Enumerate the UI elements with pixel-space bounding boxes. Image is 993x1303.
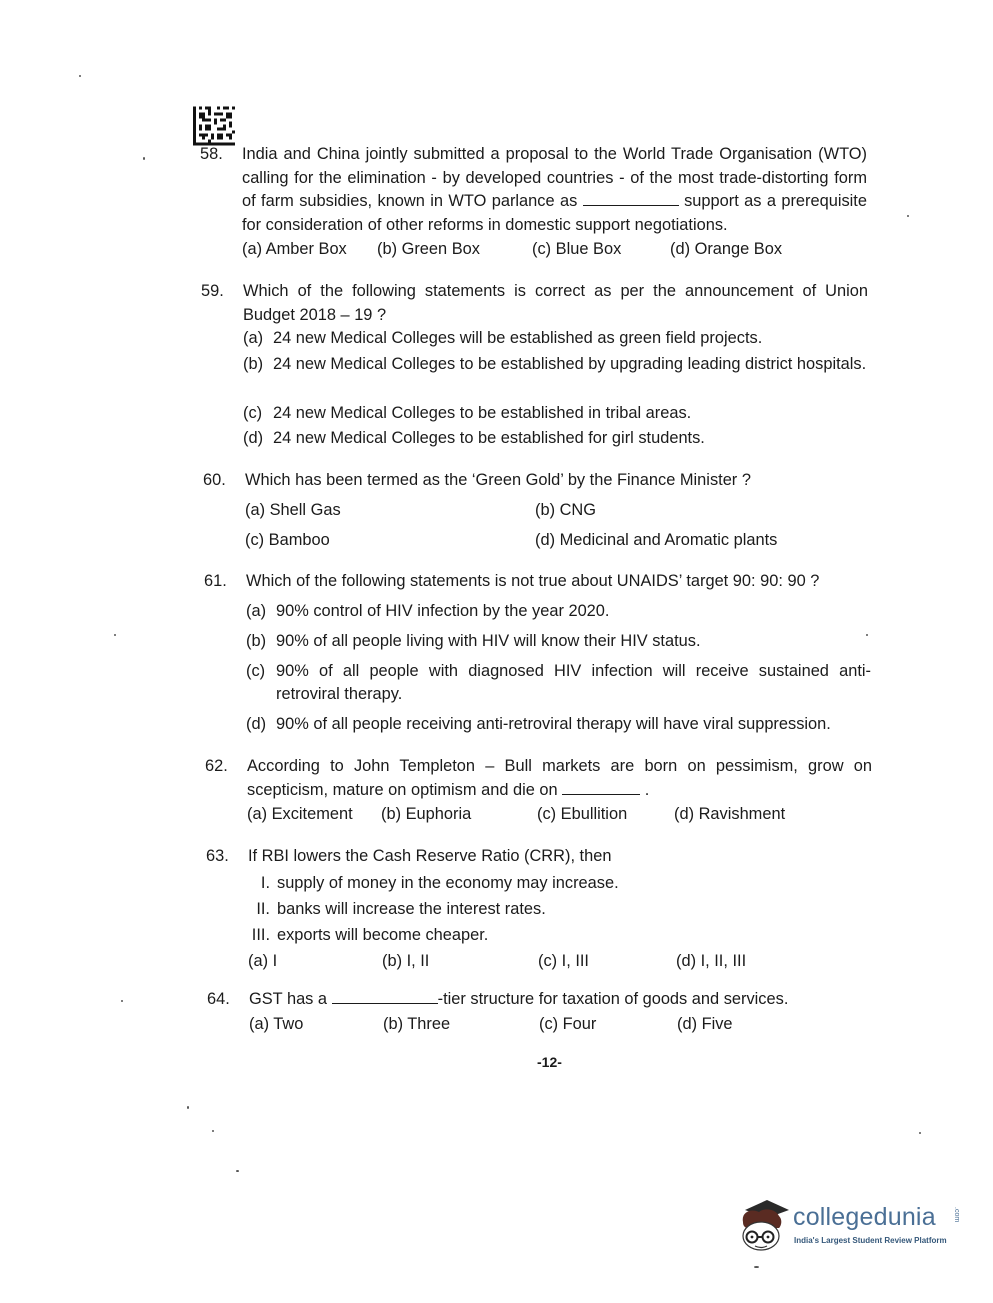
statement-text: supply of money in the economy may increase. xyxy=(277,873,619,892)
option-text: 24 new Medical Colleges to be established in tribal areas. xyxy=(273,403,692,422)
option-label: (c) xyxy=(246,661,266,680)
statement-numeral: I. xyxy=(260,873,270,892)
option-label: (a) xyxy=(246,601,267,620)
option-label: (a) xyxy=(243,329,264,347)
option-a xyxy=(246,600,871,630)
option-text: 90% of all people with diagnosed HIV infection will receive sustained anti-retroviral therapy. xyxy=(276,661,871,703)
option-c: (c) I, III xyxy=(538,951,589,970)
option-label: (d) xyxy=(246,714,267,733)
option-a: (a) Shell Gas xyxy=(245,500,341,519)
stem-text-1: GST has a xyxy=(249,990,328,1008)
question-number: 64. xyxy=(207,990,230,1008)
question-stem xyxy=(247,755,872,802)
statement-numeral: II. xyxy=(256,899,270,918)
statement-text: banks will increase the interest rates. xyxy=(277,899,546,918)
question-number: 59. xyxy=(201,282,224,300)
page-number: -12- xyxy=(537,1054,562,1070)
option-a xyxy=(243,327,868,353)
options-row xyxy=(248,949,873,975)
option-c xyxy=(246,660,871,713)
option-b: (b) CNG xyxy=(535,500,597,519)
question-number: 63. xyxy=(206,847,229,865)
stem-text-2: . xyxy=(644,780,650,799)
options-grid xyxy=(245,499,870,553)
statement-1 xyxy=(248,871,873,897)
option-b: (b) Three xyxy=(383,1014,451,1033)
option-b xyxy=(243,353,868,402)
statement-3 xyxy=(248,923,873,949)
scan-speck xyxy=(236,1170,239,1172)
option-text: 24 new Medical Colleges to be established by upgrading leading district hospitals. xyxy=(273,354,867,373)
option-a: (a) I xyxy=(248,951,278,970)
scan-speck xyxy=(907,215,909,217)
option-d xyxy=(243,427,868,453)
fill-blank xyxy=(583,190,679,206)
option-c: (c) Four xyxy=(539,1014,597,1033)
stem-text-2: -tier structure for taxation of goods and services. xyxy=(437,990,789,1008)
option-label: (c) xyxy=(243,403,263,422)
option-c: (c) Blue Box xyxy=(532,240,622,259)
option-a: (a) Amber Box xyxy=(242,240,347,259)
mascot-icon xyxy=(735,1196,793,1258)
option-text: 24 new Medical Colleges will be established as green field projects. xyxy=(273,329,763,347)
stem-text-1: India and China jointly submitted a proposal to the World Trade Organisation (WTO) calling for the elimination - by developed countries - of the most trade-distorting form of farm subsidies, known in WTO parlance as xyxy=(242,145,867,210)
option-c: (c) Ebullition xyxy=(537,805,628,824)
scan-speck xyxy=(754,1266,759,1268)
statement-numeral: III. xyxy=(251,925,270,944)
question-stem: Which of the following statements is not true about UNAIDS’ target 90: 90: 90 ? xyxy=(246,572,820,590)
fill-blank xyxy=(332,988,438,1004)
question-stem: Which of the following statements is correct as per the announcement of Union Budget 2018 – 19 ? xyxy=(243,282,868,324)
question-number: 62. xyxy=(205,757,228,775)
option-text: 90% control of HIV infection by the year 2020. xyxy=(276,601,610,620)
statement-2 xyxy=(248,897,873,923)
option-d: (d) I, II, III xyxy=(676,951,747,970)
option-a: (a) Two xyxy=(249,1014,304,1033)
option-d: (d) Five xyxy=(677,1014,733,1033)
option-label: (b) xyxy=(246,631,267,650)
stem-text-1: According to John Templeton – Bull markets are born on pessimism, grow on scepticism, mature on optimism and die on xyxy=(247,757,872,799)
statement-text: exports will become cheaper. xyxy=(277,925,489,944)
scan-speck xyxy=(121,1000,123,1002)
question-stem: If RBI lowers the Cash Reserve Ratio (CRR), then xyxy=(248,847,612,865)
option-a: (a) Excitement xyxy=(247,805,353,824)
option-b: (b) I, II xyxy=(382,951,430,970)
scan-speck xyxy=(79,75,81,77)
question-stem: Which has been termed as the ‘Green Gold’ by the Finance Minister ? xyxy=(245,471,751,489)
options-row xyxy=(249,1012,874,1038)
stem-text-2: support as a prerequisite for consideration of other reforms in domestic support negotiations. xyxy=(242,192,867,234)
scan-speck xyxy=(212,1130,214,1132)
option-d: (d) Ravishment xyxy=(674,805,786,824)
option-text: 24 new Medical Colleges to be established for girl students. xyxy=(273,429,705,447)
option-d: (d) Orange Box xyxy=(670,240,783,259)
scan-speck xyxy=(866,634,868,636)
option-d xyxy=(246,713,871,739)
scan-speck xyxy=(114,634,116,636)
logo-wordmark: collegedunia xyxy=(793,1203,936,1231)
option-b: (b) Euphoria xyxy=(381,805,472,824)
option-label: (d) xyxy=(243,429,264,447)
question-number: 60. xyxy=(203,471,226,489)
collegedunia-logo xyxy=(735,1196,965,1258)
option-text: 90% of all people receiving anti-retroviral therapy will have viral suppression. xyxy=(276,714,831,733)
options-row xyxy=(247,802,872,828)
option-b xyxy=(246,630,871,660)
scan-speck xyxy=(143,157,145,160)
fill-blank xyxy=(562,779,640,795)
qr-code-icon xyxy=(193,106,235,146)
option-label: (b) xyxy=(243,354,264,373)
scan-speck xyxy=(919,1132,921,1134)
question-number: 61. xyxy=(204,572,227,590)
options-row xyxy=(242,237,867,263)
question-number: 58. xyxy=(200,145,223,163)
option-c: (c) Bamboo xyxy=(245,531,330,549)
question-stem xyxy=(242,143,867,237)
option-text: 90% of all people living with HIV will know their HIV status. xyxy=(276,631,701,650)
option-d: (d) Medicinal and Aromatic plants xyxy=(535,531,778,549)
scan-speck xyxy=(187,1106,189,1109)
option-c xyxy=(243,402,868,428)
question-stem xyxy=(249,988,874,1012)
option-b: (b) Green Box xyxy=(377,240,480,259)
logo-tagline: India's Largest Student Review Platform xyxy=(794,1236,947,1245)
logo-dotcom: .com xyxy=(953,1207,960,1223)
